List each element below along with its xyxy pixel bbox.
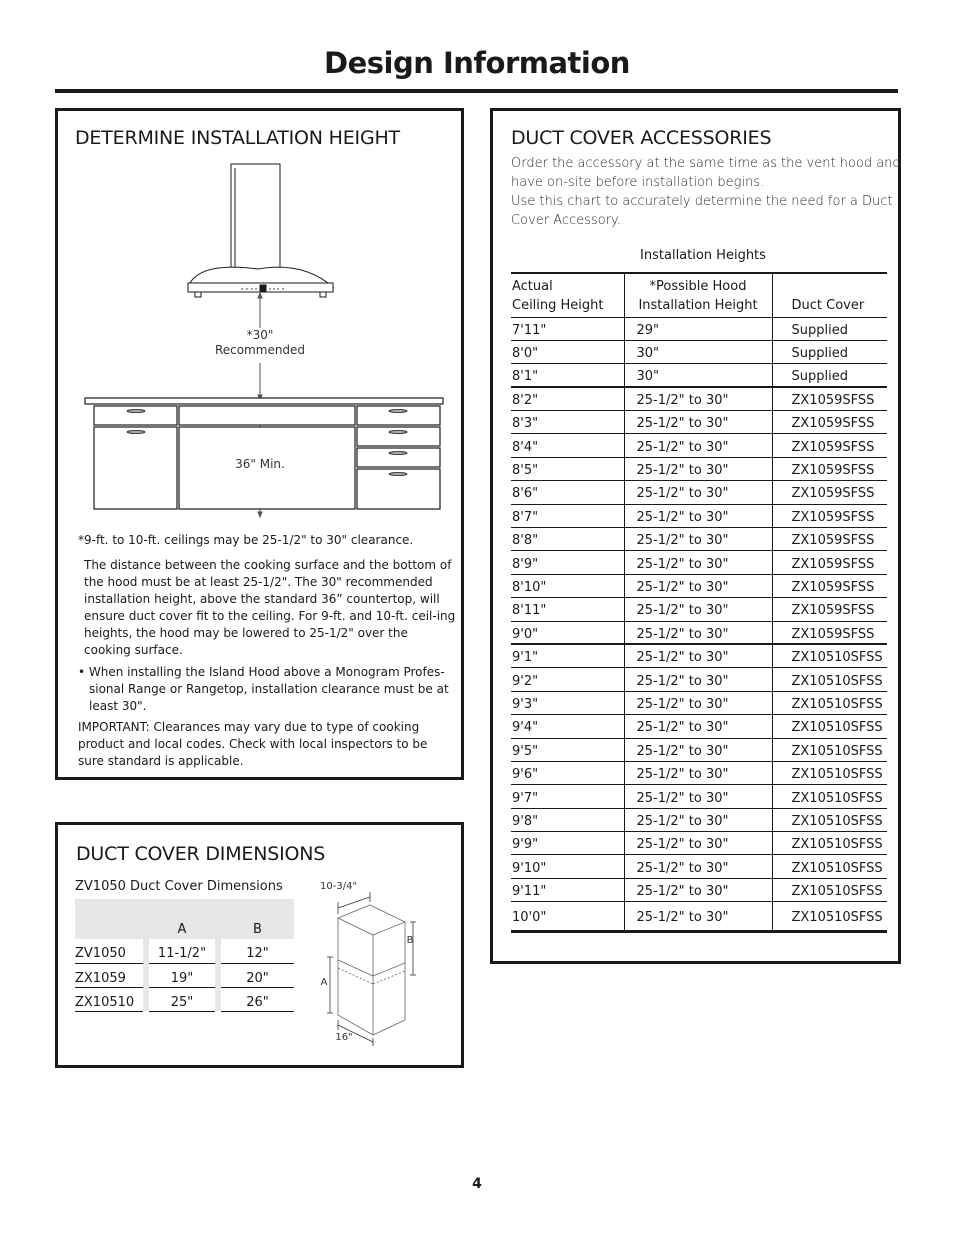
col-header-b: B	[221, 899, 294, 939]
duct-accessories-panel	[490, 108, 901, 964]
cell-ceiling: 7'11"	[511, 317, 624, 340]
cell-hood: 25-1/2" to 30"	[624, 738, 772, 761]
ceiling-footnote: *9-ft. to 10-ft. ceilings may be 25-1/2" to 30" clearance.	[78, 533, 414, 547]
cell-cover: ZX10510SFSS	[772, 668, 887, 691]
cell-ceiling: 8'6"	[511, 481, 624, 504]
top-width-label: 10-3/4"	[320, 881, 358, 892]
cell-cover: ZX10510SFSS	[772, 785, 887, 808]
cell-ceiling: 9'2"	[511, 668, 624, 691]
cell-cover: ZX1059SFSS	[772, 434, 887, 457]
table-row	[511, 902, 887, 932]
table-row	[511, 808, 887, 831]
cell-cover: ZX10510SFSS	[772, 855, 887, 878]
table-row	[511, 855, 887, 878]
cell-cover: ZX1059SFSS	[772, 528, 887, 551]
important-note: IMPORTANT: Clearances may vary due to type of cooking product and local codes. Check with local inspectors to be sure standard is applicable.	[78, 720, 428, 768]
cell-ceiling: 8'0"	[511, 340, 624, 363]
table-caption: Installation Heights	[640, 248, 766, 263]
cell-hood: 25-1/2" to 30"	[624, 621, 772, 644]
cell-ceiling: 8'2"	[511, 387, 624, 410]
dimensions-table	[75, 899, 294, 1012]
table-row	[511, 832, 887, 855]
install-height-heading: DETERMINE INSTALLATION HEIGHT	[75, 127, 400, 149]
duct-dimensions-heading: DUCT COVER DIMENSIONS	[76, 843, 326, 865]
installation-heights-table	[511, 272, 887, 933]
cell-ceiling: 9'6"	[511, 761, 624, 784]
cell-hood: 25-1/2" to 30"	[624, 855, 772, 878]
cell-ceiling: 8'5"	[511, 457, 624, 480]
cell-hood: 25-1/2" to 30"	[624, 574, 772, 597]
cell-hood: 25-1/2" to 30"	[624, 808, 772, 831]
table-row	[511, 785, 887, 808]
intro-order-text: Order the accessory at the same time as the vent hood and have on-site before installation begins.	[511, 156, 901, 190]
cell-ceiling: 8'3"	[511, 411, 624, 434]
bottom-width-label: 16"	[335, 1032, 353, 1043]
cell-cover: ZX1059SFSS	[772, 387, 887, 410]
cell-hood: 25-1/2" to 30"	[624, 785, 772, 808]
table-row	[511, 761, 887, 784]
cell-cover: ZX1059SFSS	[772, 574, 887, 597]
cell-hood: 25-1/2" to 30"	[624, 902, 772, 932]
cell-cover: ZX10510SFSS	[772, 738, 887, 761]
table-row	[511, 621, 887, 644]
counter-min-height: 36" Min.	[220, 457, 300, 471]
col-header-model	[75, 899, 143, 939]
title-divider	[55, 89, 898, 93]
cell-ceiling: 8'10"	[511, 574, 624, 597]
cell-ceiling: 9'7"	[511, 785, 624, 808]
accessories-heading: DUCT COVER ACCESSORIES	[511, 127, 772, 149]
cell-ceiling: 8'1"	[511, 364, 624, 387]
cell-hood: 25-1/2" to 30"	[624, 481, 772, 504]
table-row: ZX10510 25" 26"	[75, 987, 294, 1011]
recommended-height-label: Recommended	[214, 343, 306, 357]
accessories-intro	[511, 154, 901, 230]
page-title: Design Information	[324, 46, 630, 80]
table-row: ZV1050 11-1/2" 12"	[75, 939, 294, 963]
cell-hood: 25-1/2" to 30"	[624, 434, 772, 457]
cell-ceiling: 8'8"	[511, 528, 624, 551]
cell-hood: 25-1/2" to 30"	[624, 457, 772, 480]
dimensions-subtitle: ZV1050 Duct Cover Dimensions	[75, 879, 283, 894]
dimension-b-label: B	[406, 935, 414, 946]
cell-ceiling: 8'9"	[511, 551, 624, 574]
cell-ceiling: 9'10"	[511, 855, 624, 878]
cell-ceiling: 9'8"	[511, 808, 624, 831]
cell-cover: ZX1059SFSS	[772, 457, 887, 480]
cell-hood: 25-1/2" to 30"	[624, 411, 772, 434]
col-header-a: A	[149, 899, 215, 939]
clearance-paragraph: The distance between the cooking surface and the bottom of the hood must be at least 25-1/2". The 30" recommended installation height, above the standard 36” countertop, will ensure duct cover fit to the ceiling. For 9-ft. and 10-ft. ceil-ing heights, the hood may be lowered to 25-1/2" over the cooking surface.	[84, 558, 456, 657]
cell-hood: 25-1/2" to 30"	[624, 832, 772, 855]
cell-cover: ZX10510SFSS	[772, 644, 887, 667]
cell-ceiling: 8'11"	[511, 598, 624, 621]
cell-ceiling: 8'4"	[511, 434, 624, 457]
cell-ceiling: 8'7"	[511, 504, 624, 527]
cell-hood: 25-1/2" to 30"	[624, 504, 772, 527]
cell-cover: ZX10510SFSS	[772, 878, 887, 901]
table-row	[511, 668, 887, 691]
cell-hood: 30"	[624, 364, 772, 387]
col-header-hood: *Possible Hood Installation Height	[624, 273, 772, 317]
intro-chart-text: Use this chart to accurately determine the need for a Duct Cover Accessory.	[511, 194, 893, 228]
cell-cover: ZX1059SFSS	[772, 411, 887, 434]
cell-ceiling: 9'11"	[511, 878, 624, 901]
page-number: 4	[472, 1176, 482, 1192]
cell-cover: ZX10510SFSS	[772, 715, 887, 738]
table-row	[511, 317, 887, 340]
cell-hood: 25-1/2" to 30"	[624, 715, 772, 738]
cell-ceiling: 9'9"	[511, 832, 624, 855]
cell-hood: 25-1/2" to 30"	[624, 644, 772, 667]
cell-cover: ZX10510SFSS	[772, 691, 887, 714]
cell-cover: ZX10510SFSS	[772, 902, 887, 932]
table-row: ZX1059 19" 20"	[75, 963, 294, 987]
cell-cover: Supplied	[772, 364, 887, 387]
col-header-cover: Duct Cover	[772, 273, 887, 317]
duct-cover-figure-icon	[313, 880, 433, 1050]
table-row	[511, 574, 887, 597]
cell-hood: 25-1/2" to 30"	[624, 761, 772, 784]
cell-ceiling: 9'1"	[511, 644, 624, 667]
cabinet-icon	[85, 398, 443, 509]
table-row	[511, 528, 887, 551]
cell-cover: Supplied	[772, 340, 887, 363]
table-row	[511, 691, 887, 714]
cell-cover: ZX1059SFSS	[772, 621, 887, 644]
cell-hood: 30"	[624, 340, 772, 363]
cell-cover: ZX1059SFSS	[772, 481, 887, 504]
cell-hood: 25-1/2" to 30"	[624, 387, 772, 410]
table-row	[511, 387, 887, 410]
table-row	[511, 364, 887, 387]
cell-cover: ZX10510SFSS	[772, 761, 887, 784]
cell-cover: ZX1059SFSS	[772, 504, 887, 527]
cell-hood: 25-1/2" to 30"	[624, 528, 772, 551]
cell-hood: 25-1/2" to 30"	[624, 691, 772, 714]
table-row	[511, 434, 887, 457]
cell-ceiling: 9'3"	[511, 691, 624, 714]
table-row	[511, 715, 887, 738]
cell-ceiling: 9'5"	[511, 738, 624, 761]
cell-cover: ZX1059SFSS	[772, 598, 887, 621]
cell-cover: Supplied	[772, 317, 887, 340]
install-height-panel	[55, 108, 464, 780]
table-row	[511, 504, 887, 527]
col-header-ceiling: Actual Ceiling Height	[511, 273, 624, 317]
cell-hood: 25-1/2" to 30"	[624, 551, 772, 574]
table-row	[511, 598, 887, 621]
cell-cover: ZX10510SFSS	[772, 832, 887, 855]
table-row	[511, 481, 887, 504]
table-row	[511, 551, 887, 574]
table-row	[511, 457, 887, 480]
table-row	[511, 411, 887, 434]
table-row	[511, 340, 887, 363]
cell-cover: ZX10510SFSS	[772, 808, 887, 831]
dimension-a-label: A	[320, 977, 328, 988]
cell-ceiling: 9'0"	[511, 621, 624, 644]
table-row	[511, 644, 887, 667]
cell-cover: ZX1059SFSS	[772, 551, 887, 574]
recommended-height-value: *30"	[246, 328, 274, 342]
cell-hood: 25-1/2" to 30"	[624, 598, 772, 621]
monogram-bullet: • When installing the Island Hood above a Monogram Profes-sional Range or Rangetop, installation clearance must be at least 30".	[78, 665, 449, 713]
hood-icon	[188, 164, 333, 297]
cell-hood: 25-1/2" to 30"	[624, 668, 772, 691]
duct-dimensions-panel	[55, 822, 464, 1068]
table-row	[511, 738, 887, 761]
cell-hood: 25-1/2" to 30"	[624, 878, 772, 901]
cell-hood: 29"	[624, 317, 772, 340]
cell-ceiling: 10'0"	[511, 902, 624, 932]
cell-ceiling: 9'4"	[511, 715, 624, 738]
table-row	[511, 878, 887, 901]
